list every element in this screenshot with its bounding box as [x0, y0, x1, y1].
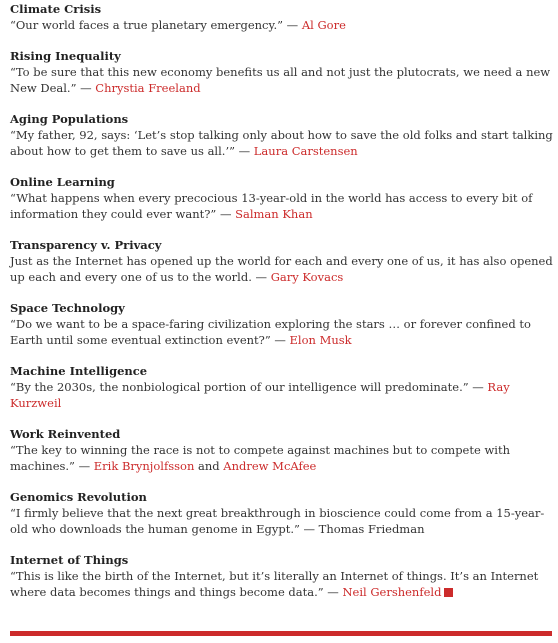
list-item [10, 175, 554, 222]
author-link[interactable]: Ray Kurzweil [10, 380, 510, 410]
quote-text: “My father, 92, says: ‘Let’s stop talking only about how to save the old folks and start talking about how to get them to save us all.’” — Laura Carstensen [10, 128, 553, 158]
author-link[interactable]: Erik Brynjolfsson [93, 459, 195, 473]
author-link[interactable]: Chrystia Freeland [95, 81, 201, 95]
topic-heading: Genomics Revolution [10, 490, 147, 504]
quote-text: “By the 2030s, the nonbiological portion of our intelligence will predominate.” — Ray Kurzweil [10, 380, 510, 410]
list-item [10, 238, 554, 285]
author-link[interactable]: Neil Gershenfeld [342, 585, 442, 599]
topic-heading: Work Reinvented [10, 427, 121, 441]
list-item [10, 490, 554, 537]
topic-heading: Aging Populations [10, 112, 129, 126]
quote-text: “The key to winning the race is not to compete against machines but to compete with machines.” — Erik Brynjolfsson and Andrew McAfee [10, 443, 510, 473]
quote-text: “What happens when every precocious 13-year-old in the world has access to every bit of information they could ever want?” — Salman Khan [10, 191, 533, 221]
list-item [10, 427, 554, 474]
author-link[interactable]: Andrew McAfee [223, 459, 317, 473]
author-link[interactable]: Gary Kovacs [270, 270, 344, 284]
quote-text: “Our world faces a true planetary emergency.” — Al Gore [10, 18, 346, 32]
quote-text: Just as the Internet has opened up the world for each and every one of us, it has also opened up each and every one of us to the world. — Gary Kovacs [10, 254, 553, 284]
topic-heading: Internet of Things [10, 553, 129, 567]
list-item [10, 49, 554, 96]
quote-text: “Do we want to be a space-faring civilization exploring the stars … or forever confined to Earth until some eventual extinction event?” — Elon Musk [10, 317, 531, 347]
quote-text: “I firmly believe that the next great breakthrough in bioscience could come from a 15-year-old who downloads the human genome in Egypt.” — Thomas Friedman [10, 506, 545, 536]
topic-heading: Transparency v. Privacy [10, 238, 162, 252]
topic-heading: Online Learning [10, 175, 115, 189]
end-mark-icon [444, 588, 453, 597]
list-item [10, 301, 554, 348]
author-link[interactable]: Salman Khan [235, 207, 313, 221]
list-item [10, 553, 554, 600]
topic-heading: Climate Crisis [10, 2, 102, 16]
topic-heading: Machine Intelligence [10, 364, 148, 378]
author-link[interactable]: Elon Musk [289, 333, 352, 347]
bottom-divider [10, 631, 552, 636]
quote-text: “This is like the birth of the Internet, but it’s literally an Internet of things. It’s an Internet where data becomes things and things become data.” — Neil Gershenfeld [10, 569, 539, 599]
list-item [10, 112, 554, 159]
author-name: Thomas Friedman [318, 522, 425, 536]
list-item [10, 2, 554, 33]
topic-heading: Space Technology [10, 301, 125, 315]
author-link[interactable]: Laura Carstensen [253, 144, 358, 158]
quote-text: “To be sure that this new economy benefits us all and not just the plutocrats, we need a new New Deal.” — Chrystia Freeland [10, 65, 551, 95]
topic-heading: Rising Inequality [10, 49, 121, 63]
author-link[interactable]: Al Gore [301, 18, 346, 32]
list-item [10, 364, 554, 411]
